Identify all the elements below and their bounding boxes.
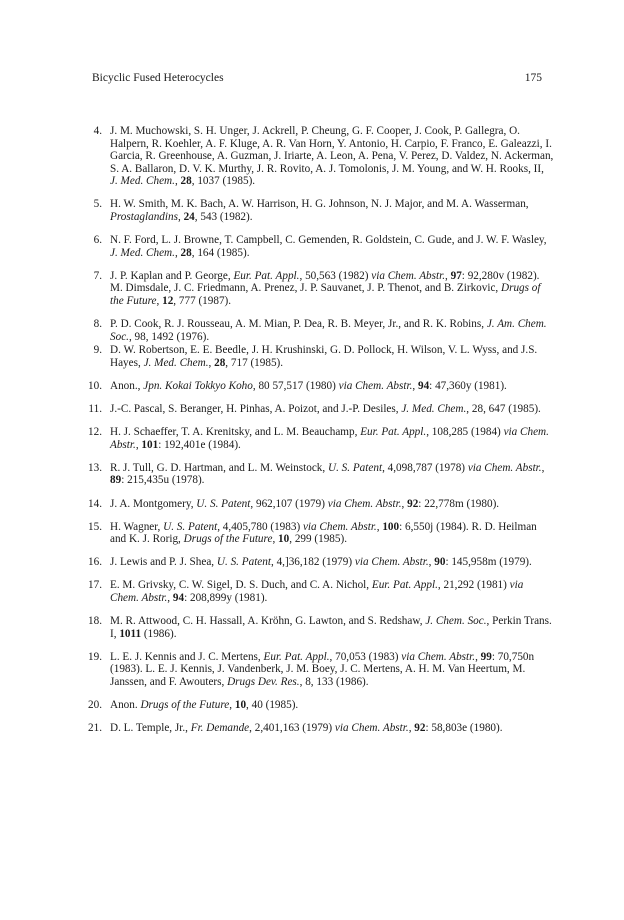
reference-segment: , 299 (1985).	[289, 533, 348, 546]
journal-title: J. Chem. Soc.	[425, 615, 487, 628]
reference-segment: , 8, 133 (1986).	[299, 676, 369, 688]
reference-segment: , 108,285 (1984)	[426, 426, 504, 439]
journal-title: Drugs of the Future	[183, 533, 273, 546]
reference-segment: N. F. Ford, L. J. Browne, T. Campbell, C. Gemenden, R. Goldstein, C. Gude, and J. W. F. Wasley,	[110, 234, 547, 247]
reference-number: 21.	[88, 722, 102, 735]
reference-segment: : 208,899y (1981).	[184, 592, 268, 605]
reference-text	[110, 498, 554, 511]
journal-title: U. S. Patent	[327, 461, 383, 474]
volume-number: 92	[414, 722, 426, 735]
reference-segment: D. L. Temple, Jr.,	[110, 722, 191, 735]
reference-segment: J.-C. Pascal, S. Beranger, H. Pinhas, A. Poizot, and J.-P. Desiles,	[110, 403, 402, 416]
reference-segment: : 47,360y (1981).	[429, 380, 507, 392]
reference-number: 11.	[88, 403, 102, 416]
reference-segment: , 50,563 (1982)	[299, 269, 372, 282]
reference-number: 15.	[88, 520, 102, 533]
reference-number: 9.	[93, 344, 102, 357]
reference-segment: ,	[229, 699, 235, 712]
reference-text	[110, 556, 554, 569]
reference-segment: L. E. J. Kennis and J. C. Mertens,	[110, 650, 264, 663]
journal-title: Eur. Pat. Appl.	[263, 650, 330, 663]
reference-segment: , 70,053 (1983)	[329, 650, 402, 663]
journal-title: J. Med. Chem.	[110, 246, 175, 259]
reference-segment: M. R. Attwood, C. H. Hassall, A. Kröhn, G. Lawton, and S. Redshaw,	[110, 615, 426, 628]
journal-title: U. S. Patent	[196, 497, 251, 510]
reference-item	[88, 198, 554, 223]
journal-title: J. Med. Chem.	[401, 403, 467, 416]
reference-segment: Anon.,	[110, 380, 144, 392]
reference-text	[110, 699, 554, 712]
reference-segment: , 4,405,780 (1983)	[217, 520, 303, 533]
volume-number: 28	[180, 175, 192, 188]
reference-segment: J. M. Muchowski, S. H. Unger, J. Ackrell, P. Cheung, G. F. Cooper, J. Cook, P. Gallegra, O. Halpern, R. Koehler, A. F. Kluge, A. R. Van Horn, Y. Antonio, H. Carpio, F. Franco, E. Galeazzi, I. Garcia, R. Greenhouse, A. Guzman, J. Iriarte, A. Leon, A. Pena, V. Perez, D. Valdez, N. Ackerman, S. A. Ballaron, D. V. K. Murthy, J. R. Rovito, A. J. Tomolonis, J. M. Young, and W. H. Rooks, II,	[110, 125, 554, 175]
journal-title: Prostaglandins	[110, 211, 178, 224]
reference-segment: ,	[376, 520, 383, 533]
reference-segment: , 40 (1985).	[246, 699, 299, 712]
reference-item	[88, 498, 554, 511]
reference-text	[110, 318, 554, 343]
running-header	[92, 72, 542, 88]
journal-title: Eur. Pat. Appl.	[233, 269, 300, 282]
volume-number: 99	[480, 650, 492, 663]
volume-number: 10	[278, 533, 290, 546]
reference-list	[88, 125, 554, 745]
volume-number: 10	[234, 699, 247, 712]
reference-segment: ,	[208, 356, 215, 369]
reference-item	[88, 556, 554, 569]
reference-segment: , 4,098,787 (1978)	[382, 461, 468, 474]
journal-title: via Chem. Abstr.	[334, 722, 409, 735]
volume-number: 90	[434, 556, 446, 569]
reference-segment: ,	[272, 533, 279, 546]
volume-number: 89	[110, 474, 122, 487]
reference-segment: (1986).	[141, 627, 177, 640]
reference-segment: ,	[475, 650, 481, 663]
reference-number: 19.	[88, 650, 102, 663]
reference-text	[110, 521, 554, 546]
reference-item	[88, 270, 554, 308]
running-title: Bicyclic Fused Heterocycles	[92, 72, 224, 84]
reference-number: 18.	[88, 615, 102, 628]
reference-segment: : 215,435u (1978).	[121, 474, 205, 487]
reference-segment: Anon.	[110, 699, 141, 712]
reference-number: 8.	[93, 318, 102, 331]
reference-segment: E. M. Grivsky, C. W. Sigel, D. S. Duch, and C. A. Nichol,	[110, 579, 372, 592]
reference-item	[88, 651, 554, 689]
reference-number: 7.	[93, 269, 102, 282]
journal-title: Drugs of the Future	[140, 699, 230, 712]
journal-title: via Chem. Abstr.	[110, 426, 549, 451]
reference-number: 20.	[88, 699, 102, 712]
volume-number: 92	[407, 497, 419, 510]
journal-title: Eur. Pat. Appl.	[371, 579, 438, 592]
journal-title: Jpn. Kokai Tokkyo Koho	[143, 380, 253, 392]
journal-title: J. Am. Chem. Soc.	[110, 318, 547, 343]
reference-segment: : 70,750n (1983). L. E. J. Kennis, J. Vandenberk, J. M. Boey, J. C. Mertens, A. H. M. Van Heertum, M. Janssen, and F. Awouters,	[110, 650, 535, 688]
reference-segment: : 192,401e (1984).	[158, 438, 241, 451]
reference-segment: , 777 (1987).	[173, 295, 232, 308]
reference-segment: P. D. Cook, R. J. Rousseau, A. M. Mian, P. Dea, R. B. Meyer, Jr., and R. K. Robins,	[110, 318, 487, 331]
reference-text	[110, 579, 554, 604]
volume-number: 100	[382, 520, 400, 533]
reference-number: 14.	[88, 497, 102, 510]
reference-segment: ,	[412, 380, 418, 392]
journal-title: U. S. Patent	[163, 520, 218, 533]
reference-segment: ,	[541, 461, 545, 474]
reference-segment: ,	[156, 295, 163, 308]
journal-title: via Chem. Abstr.	[401, 650, 476, 663]
reference-segment: ,	[401, 497, 408, 510]
volume-number: 28	[180, 246, 192, 259]
reference-segment: ,	[174, 246, 181, 259]
page-number: 175	[524, 72, 542, 84]
reference-number: 6.	[93, 234, 102, 247]
reference-item	[88, 125, 554, 188]
journal-title: via Chem. Abstr.	[327, 497, 402, 510]
reference-item	[88, 699, 554, 712]
reference-text	[110, 426, 554, 451]
reference-item	[88, 234, 554, 259]
reference-item	[88, 521, 554, 546]
reference-segment: , 164 (1985).	[191, 246, 250, 259]
reference-item	[88, 462, 554, 487]
reference-segment: H. W. Smith, M. K. Bach, A. W. Harrison, H. G. Johnson, N. J. Major, and M. A. Wasserman,	[110, 198, 529, 211]
reference-number: 4.	[93, 125, 102, 137]
reference-segment: , 543 (1982).	[194, 211, 253, 224]
reference-segment: , Perkin Trans. I,	[110, 615, 552, 640]
reference-number: 10.	[88, 380, 102, 392]
journal-title: via Chem. Abstr.	[110, 579, 524, 605]
reference-segment: D. W. Robertson, E. E. Beedle, J. H. Krushinski, G. D. Pollock, H. Wilson, V. L. Wyss, and J.S. Hayes,	[110, 344, 538, 369]
reference-text	[110, 344, 554, 369]
reference-segment: ,	[408, 722, 415, 735]
journal-title: via Chem. Abstr.	[354, 556, 429, 569]
journal-title: Eur. Pat. Appl.	[360, 426, 427, 439]
reference-segment: ,	[167, 592, 173, 605]
reference-item	[88, 344, 554, 369]
volume-number: 1011	[119, 627, 142, 640]
reference-item	[88, 615, 554, 640]
reference-segment: , 4,]36,182 (1979)	[270, 556, 355, 569]
reference-text	[110, 615, 554, 640]
reference-item	[88, 722, 554, 735]
reference-segment: , 80 57,517 (1980)	[252, 380, 339, 392]
reference-item	[88, 380, 554, 393]
journal-title: via Chem. Abstr.	[371, 269, 446, 282]
volume-number: 94	[417, 380, 430, 392]
volume-number: 97	[450, 269, 462, 282]
reference-segment: : 6,550j (1984). R. D. Heilman and K. J. Rorig,	[110, 520, 537, 546]
reference-segment: H. Wagner,	[110, 520, 164, 533]
reference-segment: H. J. Schaeffer, T. A. Krenitsky, and L. M. Beauchamp,	[110, 426, 361, 439]
reference-text	[110, 651, 554, 689]
reference-segment: , 717 (1985).	[225, 356, 284, 369]
journal-title: Fr. Demande	[190, 722, 250, 735]
reference-item	[88, 579, 554, 604]
reference-segment: : 145,958m (1979).	[445, 556, 532, 569]
reference-segment: , 962,107 (1979)	[250, 497, 328, 510]
reference-text	[110, 198, 554, 223]
journal-title: via Chem. Abstr.	[338, 380, 413, 392]
reference-segment: : 22,778m (1980).	[418, 497, 500, 510]
reference-text	[110, 270, 554, 308]
reference-text	[110, 234, 554, 259]
journal-title: Drugs Dev. Res.	[227, 676, 300, 688]
reference-segment: ,	[177, 211, 184, 224]
journal-title: Drugs of the Future	[110, 282, 541, 308]
reference-number: 16.	[88, 556, 102, 569]
journal-title: J. Med. Chem.	[143, 356, 209, 369]
volume-number: 28	[214, 356, 226, 369]
reference-number: 17.	[88, 579, 102, 592]
journal-title: J. Med. Chem.	[110, 175, 175, 188]
reference-segment: , 98, 1492 (1976).	[128, 330, 210, 343]
reference-segment: ,	[174, 175, 181, 188]
reference-segment: , 21,292 (1981)	[437, 579, 510, 592]
reference-text	[110, 380, 554, 393]
reference-item	[88, 318, 554, 343]
reference-segment: : 92,280v (1982). M. Dimsdale, J. C. Friedmann, A. Prenez, J. P. Sauvanet, J. P. Thenot, and B. Zirkovic,	[110, 269, 540, 295]
journal-title: via Chem. Abstr.	[302, 520, 377, 533]
reference-text	[110, 403, 554, 416]
reference-segment: ,	[428, 556, 435, 569]
reference-segment: , 1037 (1985).	[191, 175, 256, 188]
reference-text	[110, 462, 554, 487]
volume-number: 12	[162, 295, 174, 308]
reference-item	[88, 403, 554, 416]
volume-number: 24	[183, 211, 195, 224]
reference-text	[110, 722, 554, 735]
reference-segment: , 2,401,163 (1979)	[249, 722, 335, 735]
reference-segment: , 28, 647 (1985).	[466, 403, 541, 416]
reference-segment: J. Lewis and P. J. Shea,	[110, 556, 217, 569]
reference-segment: R. J. Tull, G. D. Hartman, and L. M. Weinstock,	[110, 461, 328, 474]
reference-item	[88, 426, 554, 451]
reference-number: 12.	[88, 426, 102, 439]
reference-segment: J. P. Kaplan and P. George,	[110, 269, 234, 282]
journal-title: U. S. Patent	[216, 556, 271, 569]
volume-number: 94	[172, 592, 185, 605]
reference-segment: J. A. Montgomery,	[110, 497, 197, 510]
reference-number: 13.	[88, 461, 102, 474]
reference-segment: : 58,803e (1980).	[425, 722, 503, 735]
reference-text	[110, 125, 554, 188]
reference-segment: ,	[135, 438, 142, 451]
reference-segment: ,	[445, 269, 451, 282]
reference-number: 5.	[93, 198, 102, 211]
journal-title: via Chem. Abstr.	[467, 461, 542, 474]
volume-number: 101	[141, 438, 159, 451]
